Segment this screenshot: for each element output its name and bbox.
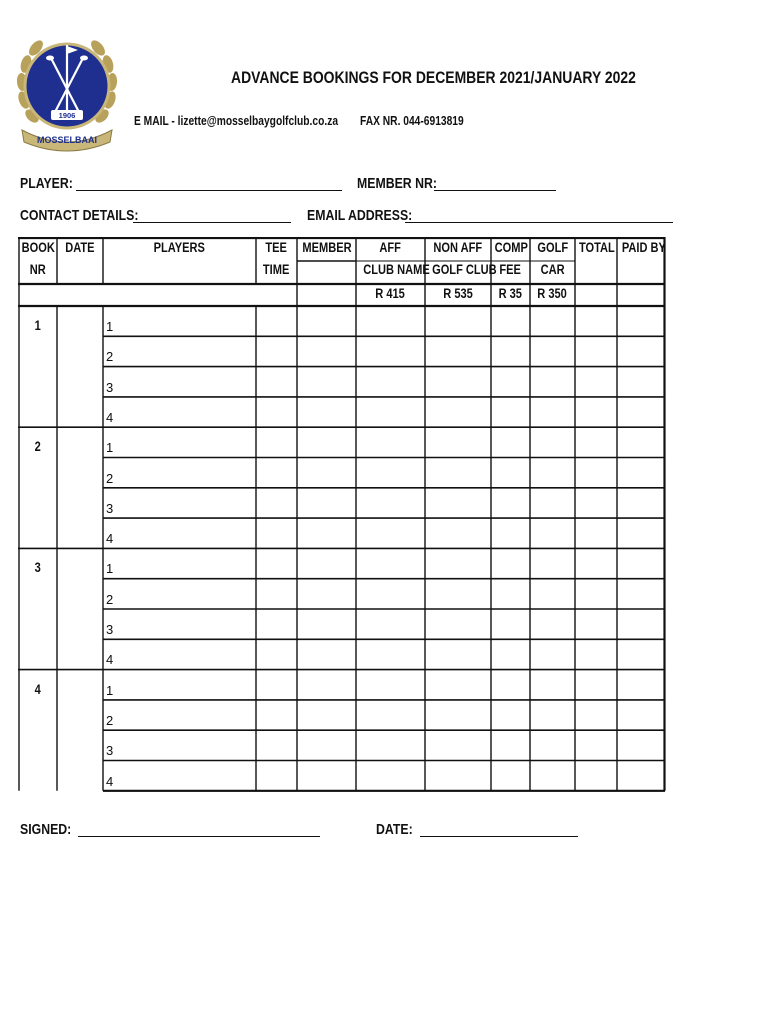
price-nonaff: R 535 (443, 286, 473, 301)
player-slot-number: 2 (106, 712, 114, 728)
signed-date-field[interactable] (420, 836, 578, 837)
page-title: ADVANCE BOOKINGS FOR DECEMBER 2021/JANUARY 2022 (231, 68, 636, 87)
header-aff-line2: CLUB NAME (363, 262, 430, 277)
bookings-table (18, 237, 666, 793)
player-slot-number: 2 (106, 349, 114, 365)
player-slot-number: 3 (106, 743, 114, 759)
price-aff: R 415 (375, 286, 406, 301)
header-book-line2: NR (29, 262, 46, 277)
header-member: MEMBER (302, 240, 352, 255)
member-nr-field[interactable] (434, 190, 556, 191)
player-field[interactable] (76, 190, 342, 191)
header-tee: TEE (265, 240, 288, 255)
club-email: E MAIL - lizette@mosselbaygolfclub.co.za (134, 114, 339, 128)
player-slot-number: 1 (106, 561, 114, 577)
golf-club-logo (14, 30, 120, 154)
header-paid: PAID BY (621, 240, 666, 255)
header-comp-line2: FEE (499, 262, 522, 277)
player-slot-number: 4 (106, 531, 114, 547)
header-comp: COMP (494, 240, 528, 255)
player-slot-number: 3 (106, 379, 114, 395)
email-address-field[interactable] (405, 222, 673, 223)
club-fax: FAX NR. 044-6913819 (360, 114, 464, 128)
player-slot-number: 2 (106, 470, 114, 486)
signature-field[interactable] (78, 836, 320, 837)
contact-details-label: CONTACT DETAILS: (20, 207, 139, 224)
header-nonaff-line2: GOLF CLUB (432, 262, 497, 277)
price-comp: R 35 (498, 286, 523, 301)
signed-label: SIGNED: (20, 821, 72, 838)
header-golf: GOLF (537, 240, 568, 255)
player-slot-number: 1 (106, 682, 114, 698)
header-nonaff: NON AFF (433, 240, 483, 255)
email-address-label: EMAIL ADDRESS: (307, 207, 413, 224)
date-label: DATE: (376, 821, 413, 838)
header-total: TOTAL (578, 240, 615, 255)
booking-nr: 1 (34, 318, 41, 333)
booking-nr: 3 (34, 560, 41, 576)
contact-details-field[interactable] (133, 222, 291, 223)
player-slot-number: 3 (106, 622, 114, 637)
booking-nr: 2 (34, 439, 41, 455)
player-slot-number: 2 (106, 591, 114, 607)
player-label: PLAYER: (20, 175, 73, 192)
header-aff: AFF (379, 240, 402, 255)
header-players: PLAYERS (153, 240, 206, 255)
header-golf-line2: CAR (540, 262, 565, 277)
player-slot-number: 4 (106, 773, 114, 789)
booking-nr: 4 (34, 681, 41, 697)
player-slot-number: 1 (106, 319, 114, 334)
table-grid (18, 237, 666, 793)
player-slot-number: 1 (106, 440, 114, 456)
player-slot-number: 4 (106, 409, 114, 425)
header-book: BOOK (21, 240, 55, 255)
member-nr-label: MEMBER NR: (357, 175, 437, 192)
header-date: DATE (65, 240, 95, 255)
logo-name: MOSSELBAAI (36, 135, 98, 145)
player-slot-number: 3 (106, 500, 114, 516)
player-slot-number: 4 (106, 652, 114, 668)
header-tee-line2: TIME (263, 262, 290, 277)
logo-year: 1906 (58, 111, 76, 120)
price-golf: R 350 (537, 286, 568, 301)
